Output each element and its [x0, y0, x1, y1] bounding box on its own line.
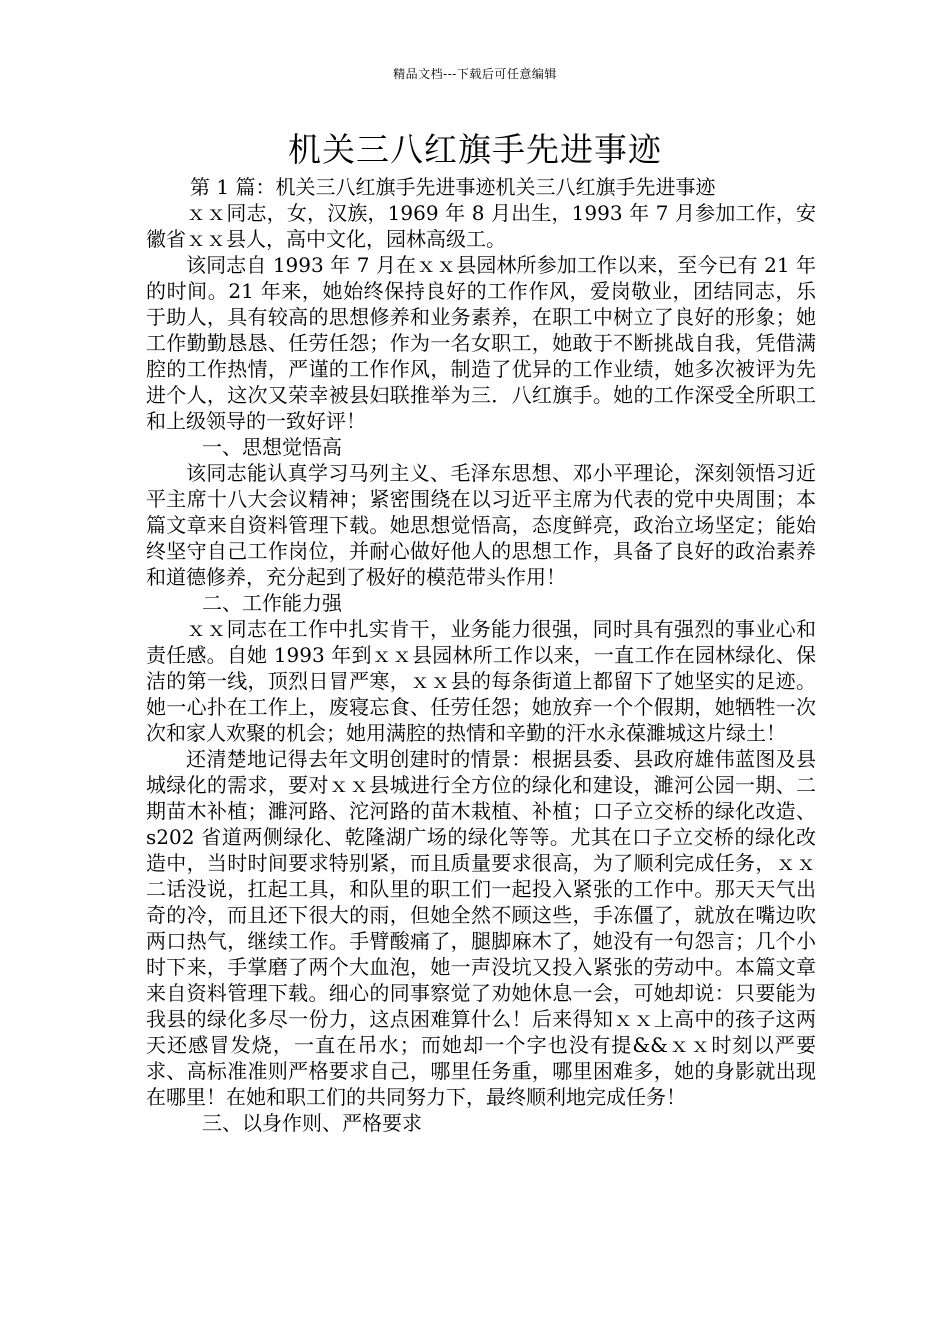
section-heading: 二、工作能力强	[202, 591, 342, 615]
body-paragraph: 该同志能认真学习马列主义、毛泽东思想、邓小平理论，深刻领悟习近平主席十八大会议精神；紧密围绕在以习近平主席为代表的党中央周围；本篇文章来自资料管理下载。她思想觉悟高，态度鲜亮，政治立场坚定；能始终坚守自己工作岗位，并耐心做好他人的思想工作，具备了良好的政治素养和道德修养，充分起到了极好的模范带头作用！	[146, 461, 816, 589]
section-heading: 一、思想觉悟高	[202, 435, 342, 459]
document-title: 机关三八红旗手先进事迹	[288, 130, 662, 169]
body-paragraph: 该同志自 1993 年 7 月在ｘｘ县园林所参加工作以来，至今已有 21 年的时间。21 年来，她始终保持良好的工作作风，爱岗敬业，团结同志，乐于助人，具有较高的思想修养和业务素养，在职工中树立了良好的形象；她工作勤勤恳恳、任劳任怨；作为一名女职工，她敢于不断挑战自我，凭借满腔的工作热情，严谨的工作作风，制造了优异的工作业绩，她多次被评为先进个人，这次又荣幸被县妇联推举为三．八红旗手。她的工作深受全所职工和上级领导的一致好评！	[146, 253, 816, 433]
body-paragraph: ｘｘ同志，女，汉族，1969 年 8 月出生，1993 年 7 月参加工作，安徽省ｘｘ县人，高中文化，园林高级工。	[146, 201, 816, 251]
body-paragraph: 还清楚地记得去年文明创建时的情景：根据县委、县政府雄伟蓝图及县城绿化的需求，要对ｘｘ县城进行全方位的绿化和建设，濉河公园一期、二期苗木补植；濉河路、沱河路的苗木栽植、补植；口子立交桥的绿化改造、s202 省道两侧绿化、乾隆湖广场的绿化等等。尤其在口子立交桥的绿化改造中，当时时间要求特别紧，而且质量要求很高，为了顺利完成任务，ｘｘ二话没说，扛起工具，和队里的职工们一起投入紧张的工作中。那天天气出奇的冷，而且还下很大的雨，但她全然不顾这些，手冻僵了，就放在嘴边吹两口热气，继续工作。手臂酸痛了，腿脚麻木了，她没有一句怨言；几个小时下来，手掌磨了两个大血泡，她一声没坑又投入紧张的劳动中。本篇文章来自资料管理下载。细心的同事察觉了劝她休息一会，可她却说：只要能为我县的绿化多尽一份力，这点困难算什么！后来得知ｘｘ上高中的孩子这两天还感冒发烧，一直在吊水；而她却一个字也没有提&&ｘｘ时刻以严要求、高标准准则严格要求自己，哪里任务重，哪里困难多，她的身影就出现在哪里！在她和职工们的共同努力下，最终顺利地完成任务！	[146, 747, 816, 1109]
section-heading: 三、以身作则、严格要求	[202, 1111, 422, 1135]
document-body	[146, 174, 816, 1136]
article-subtitle: 第 1 篇：机关三八红旗手先进事迹机关三八红旗手先进事迹	[190, 175, 716, 199]
page-header: 精品文档---下载后可任意编辑	[393, 67, 557, 81]
body-paragraph: ｘｘ同志在工作中扎实肯干，业务能力很强，同时具有强烈的事业心和责任感。自她 1993 年到ｘｘ县园林所工作以来，一直工作在园林绿化、保洁的第一线，顶烈日冒严寒，ｘｘ县的每条街道上都留下了她坚实的足迹。她一心扑在工作上，废寝忘食、任劳任怨；她放弃一个个假期，她牺牲一次次和家人欢聚的机会；她用满腔的热情和辛勤的汗水永葆濉城这片绿土！	[146, 617, 816, 745]
